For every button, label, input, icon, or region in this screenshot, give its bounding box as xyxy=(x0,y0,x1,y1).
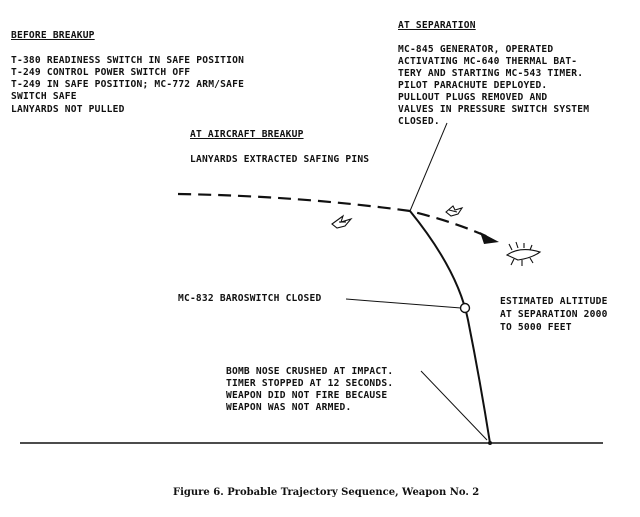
before-breakup-line: SWITCH SAFE xyxy=(11,91,77,102)
aircraft-breakup-heading: AT AIRCRAFT BREAKUP xyxy=(190,129,304,140)
aircraft-debris-left-icon xyxy=(332,216,351,228)
before-breakup-line: T-380 READINESS SWITCH IN SAFE POSITION xyxy=(11,55,245,66)
separation-line: PILOT PARACHUTE DEPLOYED. xyxy=(398,80,548,91)
aircraft-debris-center-icon xyxy=(446,206,462,216)
separation-leader-line xyxy=(410,123,447,211)
separation-line: TERY AND STARTING MC-543 TIMER. xyxy=(398,68,584,79)
before-breakup-line: T-249 CONTROL POWER SWITCH OFF xyxy=(11,67,191,78)
weapon-trajectory xyxy=(410,211,490,443)
impact-note-line: WEAPON DID NOT FIRE BECAUSE xyxy=(226,390,388,401)
separation-line: PULLOUT PLUGS REMOVED AND xyxy=(398,92,548,103)
separation-line: ACTIVATING MC-640 THERMAL BAT- xyxy=(398,56,578,67)
aircraft-breakup-line: LANYARDS EXTRACTED SAFING PINS xyxy=(190,154,370,165)
baroswitch-label: MC-832 BAROSWITCH CLOSED xyxy=(178,293,322,304)
impact-leader-line xyxy=(421,371,487,440)
impact-point xyxy=(488,441,492,445)
altitude-note-line: TO 5000 FEET xyxy=(500,322,572,333)
impact-note-line: WEAPON WAS NOT ARMED. xyxy=(226,402,352,413)
separation-line: CLOSED. xyxy=(398,116,440,127)
separation-line: MC-845 GENERATOR, OPERATED xyxy=(398,44,554,55)
before-breakup-heading: BEFORE BREAKUP xyxy=(11,30,95,41)
separation-heading: AT SEPARATION xyxy=(398,20,476,31)
separation-line: VALVES IN PRESSURE SWITCH SYSTEM xyxy=(398,104,590,115)
before-breakup-line: T-249 IN SAFE POSITION; MC-772 ARM/SAFE xyxy=(11,79,245,90)
before-breakup-line: LANYARDS NOT PULLED xyxy=(11,104,125,115)
impact-note-line: BOMB NOSE CRUSHED AT IMPACT. xyxy=(226,366,394,377)
baroswitch-leader-line xyxy=(346,299,461,308)
baroswitch-point xyxy=(461,304,470,313)
aircraft-fuselage-debris-icon xyxy=(507,242,540,266)
impact-note-line: TIMER STOPPED AT 12 SECONDS. xyxy=(226,378,394,389)
altitude-note-line: ESTIMATED ALTITUDE xyxy=(500,296,608,307)
altitude-note-line: AT SEPARATION 2000 xyxy=(500,309,608,320)
aircraft-flight-path xyxy=(178,194,488,237)
figure-caption: Figure 6. Probable Trajectory Sequence, Weapon No. 2 xyxy=(173,487,480,498)
flight-path-arrowhead xyxy=(480,232,499,244)
